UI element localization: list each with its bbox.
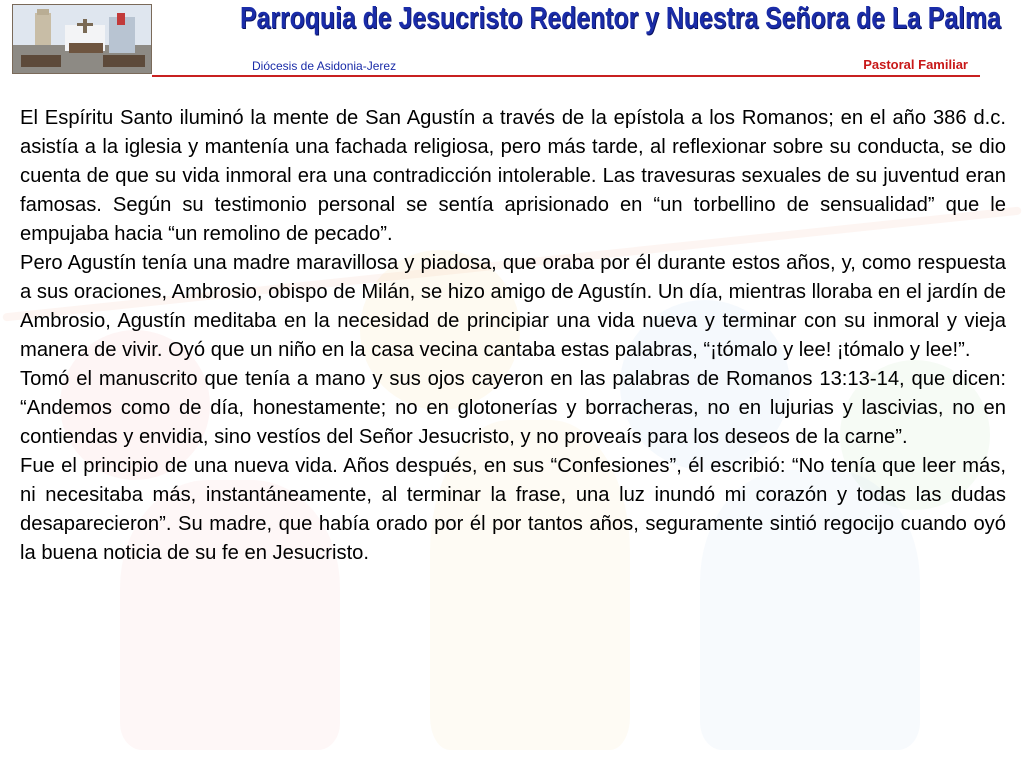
header-divider [152, 75, 980, 77]
paragraph: Fue el principio de una nueva vida. Años después, en sus “Confesiones”, él escribió: “No tenía que leer más, ni necesitaba más, instantáneamente, al terminar la frase, una luz inundó mi corazón y todas las dudas desaparecieron”. Su madre, que había orado por él por tantos años, seguramente sintió regocijo cuando oyó la buena noticia de su fe en Jesucristo. [20, 455, 1006, 564]
page-title: Parroquia de Jesucristo Redentor y Nuestra Señora de La Palma [240, 0, 1001, 35]
church-interior-photo [12, 4, 152, 74]
paragraph: Tomó el manuscrito que tenía a mano y sus ojos cayeron en las palabras de Romanos 13:13-14, que dicen: “Andemos como de día, honestamente; no en glotonerías y borracheras, no en lujurias y lascivias, no en contiendas y envidia, sino vestíos del Señor Jesucristo, y no proveaís para los deseos de la carne”. [20, 368, 1006, 448]
diocese-label: Diócesis de Asidonia-Jerez [252, 59, 397, 73]
document-body [20, 104, 1006, 568]
paragraph: El Espíritu Santo iluminó la mente de San Agustín a través de la epístola a los Romanos; en el año 386 d.c. asistía a la iglesia y mantenía una fachada religiosa, pero más tarde, al reflexionar sobre su conducta, se dio cuenta de que su vida inmoral era una contradicción intolerable. Las travesuras sexuales de su juventud eran famosas. Según su testimonio personal se sentía aprisionado en “un torbellino de sensualidad” que le empujaba hacia “un remolino de pecado”. [20, 107, 1006, 245]
paragraph: Pero Agustín tenía una madre maravillosa y piadosa, que oraba por él durante estos años, y, como respuesta a sus oraciones, Ambrosio, obispo de Milán, se hizo amigo de Agustín. Un día, mientras lloraba en el jardín de Ambrosio, Agustín meditaba en la necesidad de principiar una vida nueva y terminar con su inmoral y vieja manera de vivir. Oyó que un niño en la casa vecina cantaba estas palabras, “¡tómalo y lee! ¡tómalo y lee!”. [20, 252, 1006, 361]
section-label: Pastoral Familiar [863, 57, 968, 72]
